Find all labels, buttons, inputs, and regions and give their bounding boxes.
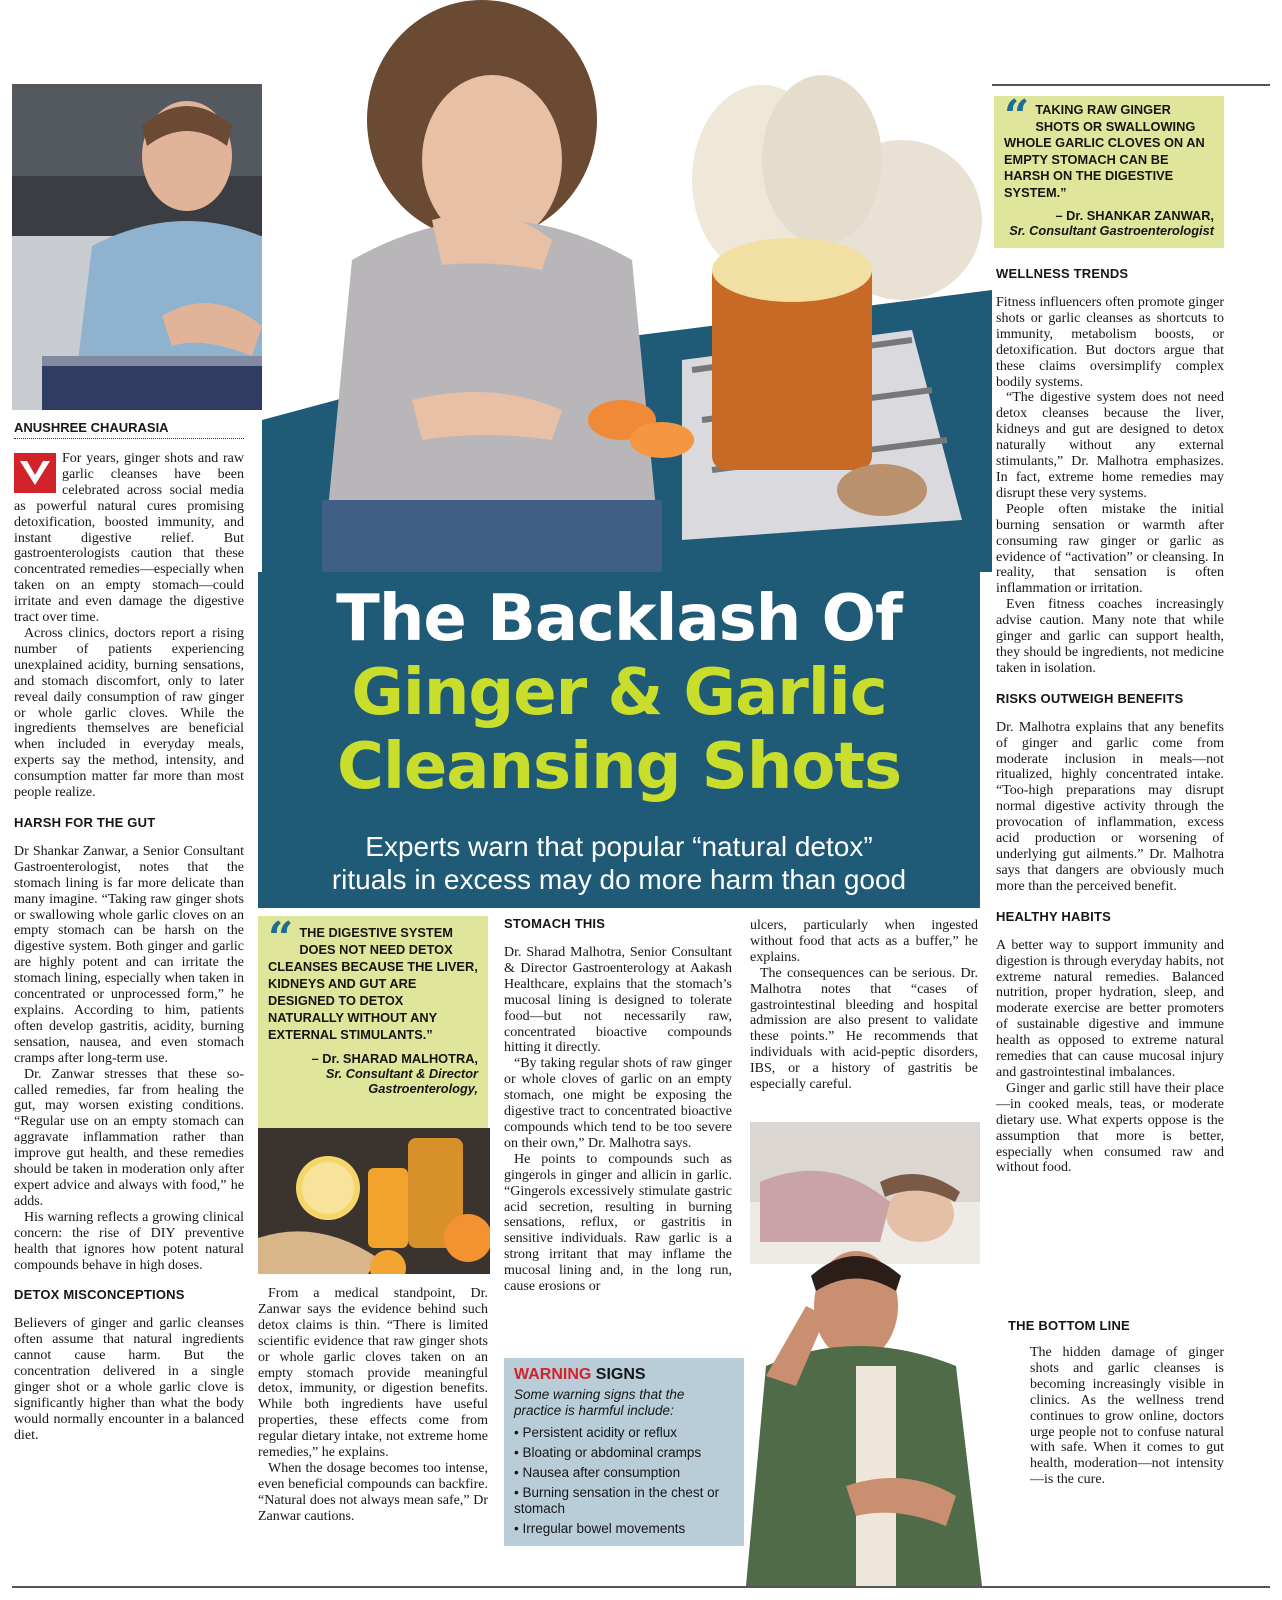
warning-item: • Burning sensation in the chest or stomach: [514, 1483, 734, 1519]
col5-p8: The hidden damage of ginger shots and garlic cleanses is becoming increasingly visible in clinics. As the wellness trend continues to grow online, doctors urge people not to confuse natural with safe. When it comes to gut health, moderation—not intensity—is the cure.: [1030, 1345, 1224, 1488]
bottom-line-section: [1008, 1318, 1224, 1488]
pull-quote-zanwar: [994, 91, 1224, 248]
byline: ANUSHREE CHAURASIA: [14, 420, 244, 439]
col1-p6: Believers of ginger and garlic cleanses often assume that natural ingredients cannot cause harm. But the concentration delivered in a single ginger shot or a whole garlic clove is significantly higher than what the body would normally encounter in a balanced diet.: [14, 1316, 244, 1443]
quote-text: THE DIGESTIVE SYSTEM DOES NOT NEED DETOX CLEANSES BECAUSE THE LIVER, KIDNEYS AND GUT ARE DESIGNED TO DETOX NATURALLY WITHOUT ANY EXTERNAL STIMULANTS.”: [268, 925, 478, 1042]
warning-signs-box: [504, 1358, 744, 1546]
quote-role-1: Sr. Consultant & Director: [325, 1066, 478, 1081]
col1-intro: [14, 451, 244, 801]
col4-p1: ulcers, particularly when ingested without food that acts as a buffer,” he explains.: [750, 918, 978, 965]
warning-intro: Some warning signs that the practice is harmful include:: [514, 1387, 685, 1418]
col3-p2: “By taking regular shots of raw ginger or whole cloves of garlic on an empty stomach, one might be exposing the digestive tract to concentrated bioactive compounds which tend to be too severe on their own,” Dr. Malhotra says.: [504, 1056, 732, 1151]
subhead-detox-misconceptions: DETOX MISCONCEPTIONS: [14, 1287, 185, 1303]
col1-p2: Across clinics, doctors report a rising number of patients experiencing unexplained acidity, burning sensations, and stomach discomfort, only to later reveal daily consumption of raw ginger or whole garlic cloves. While the ingredients themselves are beneficial when included in everyday meals, experts say the method, intensity, and consumption matter far more than most people realize.: [14, 625, 244, 801]
col4-p2: The consequences can be serious. Dr. Malhotra notes that “cases of gastrointestinal bleeding and hospital admission are also present to validate these points.” He recommends that individuals with acid-peptic disorders, IBS, or a history of gastritis be especially careful.: [750, 965, 978, 1093]
col5-body-1: [996, 295, 1224, 677]
quote-attribution: – Dr. SHANKAR ZANWAR,: [1055, 207, 1214, 223]
column-2: [258, 1286, 488, 1525]
subhead-wellness-trends: WELLNESS TRENDS: [996, 266, 1129, 281]
col2-p2: When the dosage becomes too intense, even beneficial compounds can backfire. “Natural does not always mean safe,” Dr Zanwar cautions.: [258, 1460, 488, 1524]
column-1: [14, 420, 244, 1444]
col5-p6: A better way to support immunity and digestion is through everyday habits, not extreme natural remedies. Balanced nutrition, proper hydration, sleep, and moderate exercise are better promoters of sustainable digestive and immune health as opposed to extreme natural remedies that can cause mucosal injury and gastrointestinal imbalances.: [996, 937, 1224, 1080]
column-5: [996, 266, 1224, 1176]
headline-line-3: Cleansing Shots: [336, 730, 902, 804]
col5-p5: Dr. Malhotra explains that any benefits of ginger and garlic come from moderate inclusion in meals—not ritualized, highly concentrated intake. “Too-high preparations may disrupt normal digestive activity through the provocation of inflammation, excess acid production or worsening of underlying gut ailments.” Dr. Malhotra says that dangers are obviously much more than the perceived benefit.: [996, 719, 1224, 894]
col5-body-4: [1008, 1345, 1224, 1488]
column-4: [750, 918, 978, 1093]
deck-line-1: Experts warn that popular “natural detox”: [365, 831, 873, 862]
col3-p1: Dr. Sharad Malhotra, Senior Consultant & Director Gastroenterology at Aakash Healthcare, explains that the stomach’s mucosal lining is designed to tolerate food—but not necessarily raw, concentrated bioactive compounds hitting it directly.: [504, 945, 732, 1056]
col1-p3: Dr Shankar Zanwar, a Senior Consultant Gastroenterologist, notes that the stomach lining is far more delicate than many imagine. “Taking raw ginger shots or swallowing whole garlic cloves on an empty stomach can be harsh on the digestive system. Both ginger and garlic are highly potent and can irritate the stomach lining, especially when taken in concentrated or unprocessed form,” he explains. According to him, patients often develop gastritis, acidity, burning sensation, nausea, and even stomach cramps after long-term use.: [14, 843, 244, 1066]
warning-item: • Irregular bowel movements: [514, 1519, 734, 1539]
subhead-the-bottom-line: THE BOTTOM LINE: [1008, 1318, 1130, 1333]
subhead-stomach-this: STOMACH THIS: [504, 916, 606, 931]
pull-quote-malhotra: [258, 913, 488, 1128]
warning-title-black: SIGNS: [591, 1366, 646, 1383]
warning-title: [514, 1366, 734, 1384]
quote-attribution: – Dr. SHARAD MALHOTRA,: [311, 1051, 478, 1066]
quote-mark-icon: “: [1004, 91, 1030, 142]
col5-p1: Fitness influencers often promote ginger shots or garlic cleanses as shortcuts to immunity, metabolism boosts, or detoxification. But doctors argue that these claims oversimplify complex bodily systems.: [996, 295, 1224, 390]
headline-line-1: The Backlash Of: [336, 582, 902, 656]
subhead-harsh-for-the-gut: HARSH FOR THE GUT: [14, 814, 156, 830]
warning-list: [514, 1423, 734, 1539]
subhead-risks-outweigh-benefits: RISKS OUTWEIGH BENEFITS: [996, 690, 1184, 706]
quote-mark-icon: “: [268, 913, 294, 964]
quote-text: TAKING RAW GINGER SHOTS OR SWALLOWING WHOLE GARLIC CLOVES ON AN EMPTY STOMACH CAN BE HARSH ON THE DIGESTIVE SYSTEM.”: [1004, 102, 1205, 200]
col1-p4: Dr. Zanwar stresses that these so-called remedies, far from healing the gut, may worsen existing conditions. “Regular use on an empty stomach can aggravate inflammation rather than improve gut health, and these remedies should be taken in moderation only after expert advice and always with food,” he adds.: [14, 1066, 244, 1209]
photo-orange-juice-ginger: [258, 1128, 490, 1274]
col5-p4: Even fitness coaches increasingly advise caution. Many note that while ginger and garlic can support health, they should be ingredients, not medicine taken in isolation.: [996, 597, 1224, 676]
warning-item: • Persistent acidity or reflux: [514, 1423, 734, 1443]
col5-body-2: [996, 720, 1224, 895]
col5-p2: “The digestive system does not need detox cleanses because the liver, kidneys and gut are designed to detox naturally without any external stimulants,” Dr. Malhotra emphasizes. In fact, extreme home remedies may disrupt these very systems.: [996, 390, 1224, 501]
subhead-healthy-habits: HEALTHY HABITS: [996, 908, 1111, 924]
v-logo-icon: [14, 453, 56, 493]
col1-p1: For years, ginger shots and raw garlic cleanses have been celebrated across social media as powerful natural cures promising detoxification, boosted immunity, and instant digestive relief. But gastroenterologists caution that these concentrated remedies—especially when taken on an empty stomach—could irritate and even damage the digestive tract over time.: [14, 451, 244, 626]
col5-p3: People often mistake the initial burning sensation or warmth after consuming raw ginger or garlic as evidence of “activation” or cleansing. In reality, that sensation is often inflammation or irritation.: [996, 501, 1224, 597]
photo-man-headache: [746, 1216, 982, 1586]
quote-role: Sr. Consultant Gastroenterologist: [1009, 222, 1214, 238]
col1-body: [14, 844, 244, 1273]
col1-p5: His warning reflects a growing clinical concern: the rise of DIY preventive health that ignores how potent natural compounds behave in high doses.: [14, 1209, 244, 1273]
photo-woman-nausea-ginger-garlic: [262, 0, 992, 572]
col3-p3: He points to compounds such as gingerols in ginger and allicin in garlic. “Gingerols excessively stimulate gastric acid secretion, resulting in burning sensations, reflux, or gastritis in sensitive individuals. Raw garlic is a strong irritant that may inflame the mucosal lining and, in the long run, cause erosions or: [504, 1151, 732, 1295]
warning-item: • Nausea after consumption: [514, 1463, 734, 1483]
warning-item: • Bloating or abdominal cramps: [514, 1443, 734, 1463]
quote-role-2: Gastroenterology,: [368, 1081, 478, 1096]
column-3: [504, 916, 732, 1295]
col5-p7: Ginger and garlic still have their place—in cooked meals, teas, or moderate dietary use. What experts oppose is the assumption that more is better, especially when consumed raw and without food.: [996, 1080, 1224, 1176]
headline-box: [258, 572, 980, 908]
warning-title-red: WARNING: [514, 1366, 592, 1383]
headline-line-2: Ginger & Garlic: [351, 656, 887, 730]
col3-body: [504, 945, 732, 1295]
col2-p1: From a medical standpoint, Dr. Zanwar says the evidence behind such detox claims is thin. “There is limited scientific evidence that raw ginger shots or whole garlic cloves taken on an empty stomach provide meaningful detox, immunity, or digestion benefits. While both ingredients have useful properties, these effects come from regular dietary intake, not extreme home remedies,” he explains.: [258, 1286, 488, 1461]
col1-body-2: [14, 1316, 244, 1443]
deck-line-2: rituals in excess may do more harm than good: [331, 864, 907, 895]
bottom-rule: [12, 1586, 1270, 1588]
col5-body-3: [996, 938, 1224, 1177]
